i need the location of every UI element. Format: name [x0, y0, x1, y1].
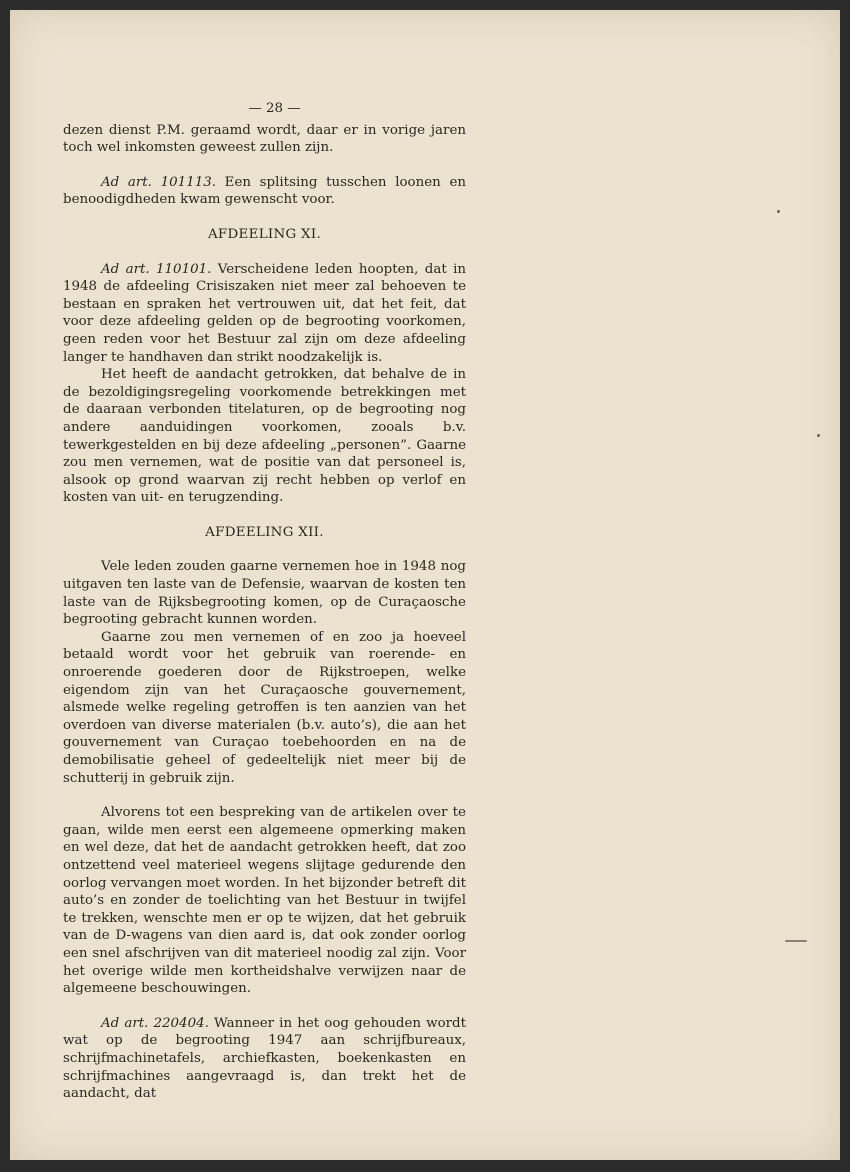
paragraph-text: Wanneer in het oog gehouden wordt wat op de begrooting 1947 aan schrijfbureaux, schrijfmachinetafels, archiefkasten, boekenkasten en schrijfmachines aangevraagd is, dan trekt het de aandacht, dat	[63, 1015, 466, 1102]
article-reference: Ad art. 220404.	[101, 1015, 209, 1031]
paper-speck	[777, 210, 780, 213]
document-page	[10, 10, 840, 1160]
paragraph-materieel: Alvorens tot een bespreking van de artikelen over te gaan, wilde men eerst een algemeene opmerking maken en wel deze, dat het de aandacht getrokken heeft, dat zoo ontzettend veel materieel wegens slijtage gedurende den oorlog vervangen moet worden. In het bijzonder betreft dit auto’s en zonder de toelichting van het Bestuur in twijfel te trekken, wenschte men er op te wijzen, dat het gebruik van de D-wagens van dien aard is, dat ook zonder oorlog een snel afschrijven van dit materieel noodig zal zijn. Voor het overige wilde men kortheidshalve verwijzen naar de algemeene beschouwingen.	[63, 805, 466, 997]
paper-speck	[817, 434, 820, 437]
paragraph-goederen: Gaarne zou men vernemen of en zoo ja hoeveel betaald wordt voor het gebruik van roerende- en onroerende goederen door de Rijkstroepen, welke eigendom zijn van het Curaçaosche gouvernement, alsmede welke regeling getroffen is ten aanzien van het overdoen van diverse materialen (b.v. auto’s), die aan het gouvernement van Curaçao toebehoorden en na de demobilisatie geheel of gedeeltelijk niet meer bij de schutterij in gebruik zijn.	[63, 629, 466, 786]
text-column	[63, 100, 466, 1103]
paper-speck	[785, 940, 807, 942]
paragraph-ad-art-101113	[63, 174, 466, 209]
section-heading-xi: AFDEELING XI.	[207, 226, 322, 242]
article-reference: Ad art. 101113.	[101, 174, 216, 190]
page-number: — 28 —	[248, 101, 301, 116]
paragraph-ad-art-220404	[63, 1015, 466, 1103]
section-heading-xii: AFDEELING XII.	[205, 524, 324, 540]
paragraph-defensie: Vele leden zouden gaarne vernemen hoe in 1948 nog uitgaven ten laste van de Defensie, waarvan de kosten ten laste van de Rijksbegrooting komen, op de Curaçaosche begrooting gebracht kunnen worden.	[63, 559, 466, 628]
paragraph-text: Verscheidene leden hoopten, dat in 1948 de afdeeling Crisiszaken niet meer zal behoeven te bestaan en spraken het vertrouwen uit, dat het feit, dat voor deze afdeeling gelden op de begrooting voorkomen, geen reden voor het Bestuur zal zijn om deze afdeeling langer te handhaven dan strikt noodzakelijk is.	[63, 261, 466, 365]
paragraph-personnel: Het heeft de aandacht getrokken, dat behalve de in de bezoldigingsregeling voorkomende betrekkingen met de daaraan verbonden titelaturen, op de begrooting nog andere aanduidingen voorkomen, zooals b.v. tewerkgestelden en bij deze afdeeling „personen”. Gaarne zou men vernemen, wat de positie van dat personeel is, alsook op grond waarvan zij recht hebben op verlof en kosten van uit- en terugzending.	[63, 367, 466, 506]
paragraph-text: Een splitsing tusschen loonen en benoodigdheden kwam gewenscht voor.	[63, 174, 466, 208]
paragraph-ad-art-110101	[63, 261, 466, 367]
paragraph-1: dezen dienst P.M. geraamd wordt, daar er in vorige jaren toch wel inkomsten geweest zullen zijn.	[63, 122, 466, 156]
article-reference: Ad art. 110101.	[101, 261, 212, 277]
